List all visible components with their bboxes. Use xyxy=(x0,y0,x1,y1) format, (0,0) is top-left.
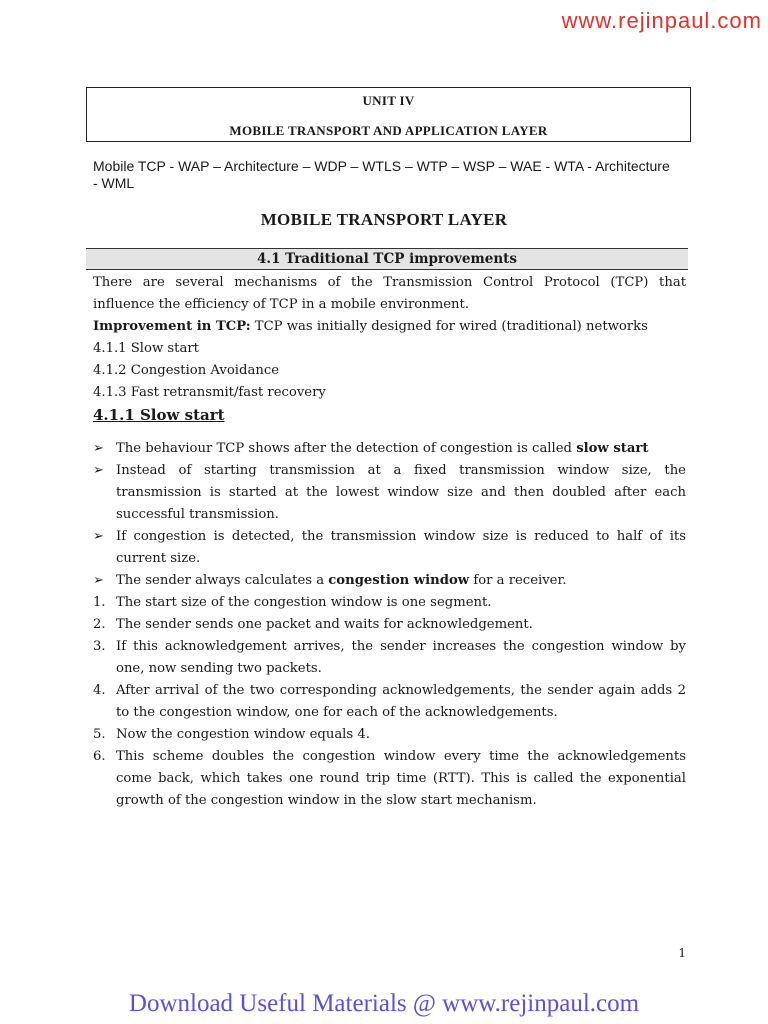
bullet-text: The behaviour TCP shows after the detection of congestion is called xyxy=(116,441,577,456)
step-number: 6. xyxy=(93,749,106,764)
step-number: 5. xyxy=(93,727,106,742)
subsection-item: 4.1.2 Congestion Avoidance xyxy=(93,363,280,378)
step-number: 2. xyxy=(93,617,106,632)
bullet-item xyxy=(93,570,686,592)
step-item xyxy=(93,680,686,724)
subsection-item: 4.1.3 Fast retransmit/fast recovery xyxy=(93,385,326,400)
unit-title-box xyxy=(86,87,691,142)
syllabus-topics: Mobile TCP - WAP – Architecture – WDP – WTLS – WTP – WSP – WAE - WTA - Architecture - WML xyxy=(93,158,670,191)
arrow-bullet-icon: ➢ xyxy=(93,441,105,456)
step-item xyxy=(93,614,686,636)
main-heading: MOBILE TRANSPORT LAYER xyxy=(260,210,508,229)
bullet-bold: congestion window xyxy=(328,573,470,588)
step-number: 1. xyxy=(93,595,106,610)
step-number: 4. xyxy=(93,683,106,698)
step-text: The start size of the congestion window is one segment. xyxy=(116,595,492,610)
step-text: After arrival of the two corresponding acknowledgements, the sender again adds 2 to the congestion window, one for each of the acknowledgements. xyxy=(116,683,686,720)
step-item xyxy=(93,636,686,680)
bullet-bold: slow start xyxy=(576,441,649,456)
bullet-text: If congestion is detected, the transmission window size is reduced to half of its current size. xyxy=(116,529,686,566)
step-item xyxy=(93,592,686,614)
arrow-bullet-icon: ➢ xyxy=(93,463,105,478)
bullet-item xyxy=(93,460,686,526)
slow-start-bullets xyxy=(93,438,686,592)
bullet-text: for a receiver. xyxy=(469,573,567,588)
improvement-label: Improvement in TCP: xyxy=(93,319,251,334)
footer-download-link[interactable]: Download Useful Materials @ www.rejinpaul.com xyxy=(128,990,640,1017)
step-text: Now the congestion window equals 4. xyxy=(116,727,370,742)
page-number: 1 xyxy=(678,946,686,960)
improvement-text: TCP was initially designed for wired (traditional) networks xyxy=(250,319,648,334)
slow-start-heading: 4.1.1 Slow start xyxy=(93,406,225,424)
subsection-item: 4.1.1 Slow start xyxy=(93,341,199,356)
step-item xyxy=(93,746,686,812)
bullet-item xyxy=(93,526,686,570)
site-url-link[interactable]: www.rejinpaul.com xyxy=(561,8,762,33)
arrow-bullet-icon: ➢ xyxy=(93,573,105,588)
unit-number: UNIT IV xyxy=(362,93,415,108)
section-title-bar: 4.1 Traditional TCP improvements xyxy=(86,248,688,270)
improvement-paragraph xyxy=(93,316,686,338)
step-text: This scheme doubles the congestion window every time the acknowledgements come back, which takes one round trip time (RTT). This is called the exponential growth of the congestion window in the slow start mechanism. xyxy=(116,749,686,808)
arrow-bullet-icon: ➢ xyxy=(93,529,105,544)
step-text: The sender sends one packet and waits for acknowledgement. xyxy=(116,617,533,632)
step-text: If this acknowledgement arrives, the sender increases the congestion window by one, now sending two packets. xyxy=(116,639,686,676)
step-number: 3. xyxy=(93,639,106,654)
slow-start-steps xyxy=(93,592,686,812)
intro-paragraph: There are several mechanisms of the Transmission Control Protocol (TCP) that influence the efficiency of TCP in a mobile environment. xyxy=(93,275,686,312)
bullet-text: Instead of starting transmission at a fixed transmission window size, the transmission is started at the lowest window size and then doubled after each successful transmission. xyxy=(116,463,686,522)
step-item xyxy=(93,724,686,746)
document-body xyxy=(93,272,686,812)
bullet-item xyxy=(93,438,686,460)
unit-title: MOBILE TRANSPORT AND APPLICATION LAYER xyxy=(229,123,548,138)
bullet-text: The sender always calculates a xyxy=(116,573,329,588)
